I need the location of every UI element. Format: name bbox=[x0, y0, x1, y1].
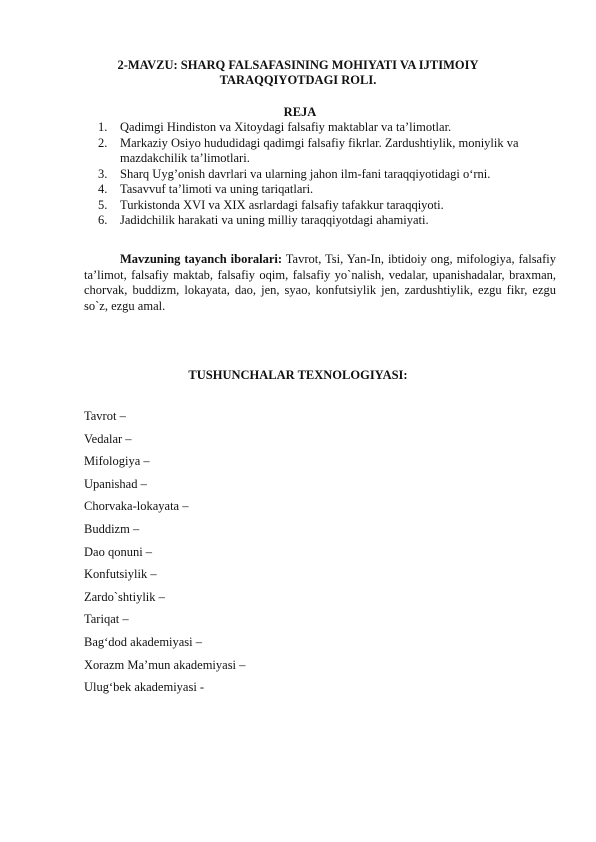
plan-item-text: Tasavvuf ta’limoti va uning tariqatlari. bbox=[120, 182, 314, 196]
term-item: Dao qonuni – bbox=[84, 544, 153, 559]
plan-heading: REJA bbox=[283, 105, 317, 119]
plan-item-number: 4. bbox=[98, 182, 108, 196]
title-line-2: TARAQQIYOTDAGI ROLI. bbox=[219, 73, 377, 87]
title-line-1: 2-MAVZU: SHARQ FALSAFASINING MOHIYATI VA IJTIMOIY bbox=[117, 58, 479, 72]
plan-item-number: 2. bbox=[98, 135, 108, 150]
term-item: Upanishad – bbox=[84, 476, 147, 491]
plan-item bbox=[98, 182, 558, 198]
keywords-paragraph bbox=[84, 252, 556, 314]
plan-item bbox=[98, 167, 558, 183]
term-item: Zardo`shtiylik – bbox=[84, 589, 165, 604]
term-item: Buddizm – bbox=[84, 521, 140, 536]
plan-item bbox=[98, 198, 558, 214]
plan-item-text: Sharq Uyg’onish davrlari va ularning jahon ilm-fani taraqqiyotidagi o‘rni. bbox=[120, 166, 491, 181]
plan-item-text: Qadimgi Hindiston va Xitoydagi falsafiy maktablar va ta’limotlar. bbox=[120, 120, 452, 134]
terms-list bbox=[84, 405, 245, 699]
plan-item bbox=[98, 136, 558, 167]
plan-item bbox=[98, 213, 558, 229]
plan-item-number: 1. bbox=[98, 120, 108, 134]
keywords-label: Mavzuning tayanch iboralari: bbox=[120, 252, 283, 266]
term-item: Ulug‘bek akademiyasi - bbox=[84, 680, 205, 695]
plan-list bbox=[98, 120, 558, 229]
plan-item-text: Markaziy Osiyo hududidagi qadimgi falsafiy fikrlar. Zardushtiylik, moniylik va mazdakchilik ta’limotlari. bbox=[120, 135, 519, 165]
plan-item-text: Turkistonda XVI va XIX asrlardagi falsafiy tafakkur taraqqiyoti. bbox=[120, 197, 444, 212]
term-item: Tavrot – bbox=[84, 409, 126, 423]
plan-item-number: 3. bbox=[98, 166, 108, 181]
term-item: Mifologiya – bbox=[84, 454, 150, 469]
term-item: Tariqat – bbox=[84, 612, 129, 627]
plan-item-text: Jadidchilik harakati va uning milliy taraqqiyotdagi ahamiyati. bbox=[120, 213, 429, 227]
term-item: Vedalar – bbox=[84, 431, 132, 446]
plan-item bbox=[98, 120, 558, 136]
term-item: Konfutsiylik – bbox=[84, 567, 157, 582]
plan-item-number: 5. bbox=[98, 197, 108, 212]
concepts-heading: TUSHUNCHALAR TEXNOLOGIYASI: bbox=[188, 368, 408, 382]
plan-item-number: 6. bbox=[98, 213, 108, 227]
term-item: Bag‘dod akademiyasi – bbox=[84, 634, 203, 649]
term-item: Xorazm Ma’mun akademiyasi – bbox=[84, 657, 246, 672]
term-item: Chorvaka-lokayata – bbox=[84, 499, 189, 514]
keywords-text: Tavrot, Tsi, Yan-In, ibtidoiy ong, mifologiya, falsafiy ta’limot, falsafiy maktab, falsafiy oqim, falsafiy yo`nalish, vedalar, upanishadalar, braxman, chorvak, buddizm, lokayata, dao, jen, syao, konfutsiylik jen, zardushtiylik, ezgu fikr, ezgu so`z, ezgu amal. bbox=[84, 252, 556, 313]
page-title bbox=[96, 58, 500, 88]
